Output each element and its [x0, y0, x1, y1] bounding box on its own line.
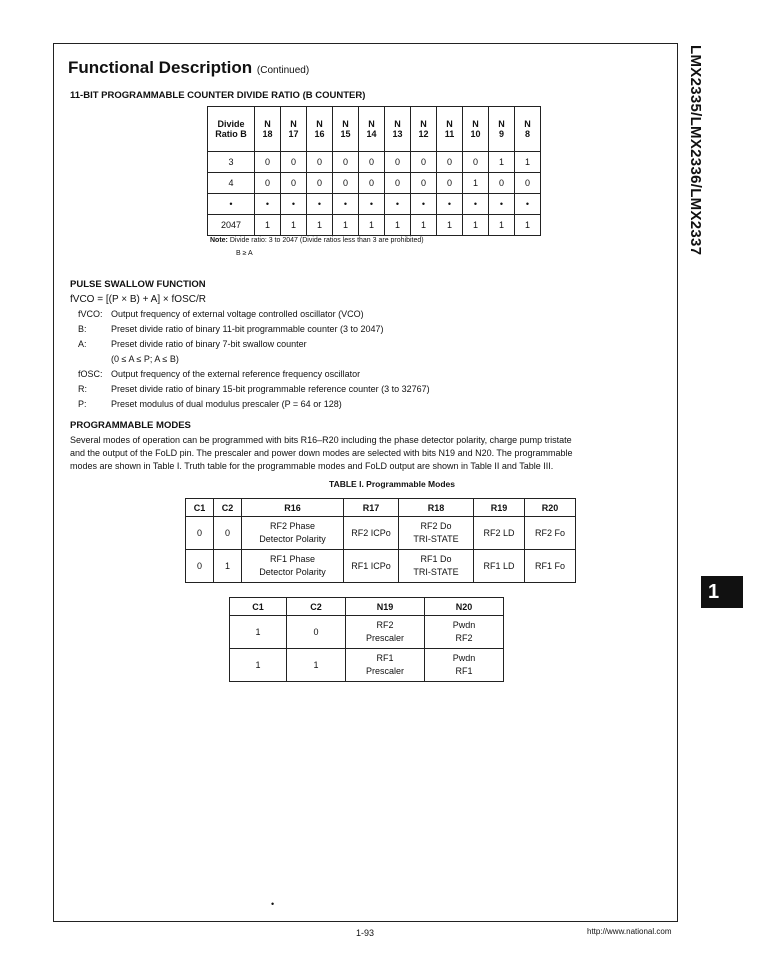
cell-line: RF1 ICPo: [351, 560, 391, 571]
table-cell: 1: [333, 215, 359, 236]
table-cell: •: [385, 194, 411, 215]
table-cell: •: [281, 194, 307, 215]
table-cell: •: [411, 194, 437, 215]
header-bit: 16: [314, 129, 325, 139]
definition-key: R:: [78, 384, 87, 394]
definition-value: Preset modulus of dual modulus prescaler (P = 64 or 128): [111, 399, 342, 409]
header-prefix: N: [368, 119, 375, 129]
table-cell: [344, 550, 399, 583]
table-cell: •: [463, 194, 489, 215]
table-cell: 0: [437, 173, 463, 194]
table-cell: 2047: [208, 215, 255, 236]
header-bit: 17: [288, 129, 299, 139]
header-prefix: N: [316, 119, 323, 129]
table-cell: •: [255, 194, 281, 215]
cell-line: RF2 LD: [483, 527, 515, 538]
cell-line: Pwdn: [452, 653, 476, 663]
table-cell: 0: [411, 173, 437, 194]
definition-key: P:: [78, 399, 87, 409]
table-cell: •: [489, 194, 515, 215]
table-cell: 1: [463, 173, 489, 194]
table-cell: [230, 649, 287, 682]
table-header-cell: R19: [474, 499, 525, 517]
table-cell: 1: [489, 215, 515, 236]
table-header-cell: Divide Ratio B: [208, 107, 255, 152]
table-header-cell: C2: [287, 598, 346, 616]
table-cell: [242, 517, 344, 550]
table-cell: 0: [463, 152, 489, 173]
cell-line: RF2 Fo: [534, 527, 565, 538]
table-row: [208, 194, 541, 215]
table-cell: [399, 550, 474, 583]
cell-line: Detector Polarity: [259, 567, 326, 577]
table-cell: •: [333, 194, 359, 215]
header-prefix: N: [290, 119, 297, 129]
table-cell: [525, 517, 576, 550]
cell-line: RF1: [376, 653, 394, 663]
table-header-cell: R18: [399, 499, 474, 517]
table-cell: 0: [307, 173, 333, 194]
header-bit: 15: [340, 129, 351, 139]
table-cell: 0: [255, 173, 281, 194]
table-header-row: [230, 598, 504, 616]
footer-url: http://www.national.com: [587, 927, 672, 936]
cell-line: Detector Polarity: [259, 534, 326, 544]
table-cell: 1: [255, 215, 281, 236]
table-cell: [186, 550, 214, 583]
table1-caption: TABLE I. Programmable Modes: [329, 479, 455, 489]
header-bit: 8: [524, 129, 530, 139]
cell-line: 1: [255, 626, 261, 637]
table-cell: •: [307, 194, 333, 215]
cell-line: Prescaler: [365, 633, 404, 643]
table-header-cell: [333, 107, 359, 152]
header-bit: 14: [366, 129, 377, 139]
cell-line: RF1 Do: [420, 554, 452, 564]
table-cell: [525, 550, 576, 583]
table-cell: 0: [255, 152, 281, 173]
table-row: [186, 517, 576, 550]
table-row: [230, 616, 504, 649]
table-header-cell: N20: [425, 598, 504, 616]
table-cell: 0: [281, 152, 307, 173]
table-cell: [214, 550, 242, 583]
table-row: [208, 173, 541, 194]
section-tab: 1: [701, 576, 743, 608]
header-bit: 18: [262, 129, 273, 139]
table-header-cell: N19: [346, 598, 425, 616]
table-cell: [186, 517, 214, 550]
table-header-cell: [385, 107, 411, 152]
table-row: [208, 215, 541, 236]
side-title: LMX2335/LMX2336/LMX2337: [687, 45, 704, 256]
table-cell: [230, 616, 287, 649]
definition-key: A:: [78, 339, 87, 349]
table-cell: 0: [359, 152, 385, 173]
cell-line: 0: [196, 560, 202, 571]
table-cell: [344, 517, 399, 550]
cell-line: 0: [313, 626, 319, 637]
table-header-cell: [463, 107, 489, 152]
table-cell: 0: [307, 152, 333, 173]
table-cell: [346, 616, 425, 649]
cell-line: RF1 Phase: [269, 554, 316, 564]
definition-key: fVCO:: [78, 309, 103, 319]
cell-line: RF2 Do: [420, 521, 452, 531]
definition-value: Preset divide ratio of binary 7-bit swallow counter: [111, 339, 307, 349]
table-header-cell: [411, 107, 437, 152]
table-cell: 1: [307, 215, 333, 236]
table-cell: 1: [437, 215, 463, 236]
table-cell: 0: [333, 173, 359, 194]
definition-key: B:: [78, 324, 87, 334]
table-cell: 0: [281, 173, 307, 194]
cell-line: 0: [224, 527, 230, 538]
table-header-cell: R20: [525, 499, 576, 517]
cell-line: 1: [313, 659, 319, 670]
table-cell: [425, 649, 504, 682]
bcounter-table: [207, 106, 541, 236]
header-prefix: N: [264, 119, 271, 129]
definition-value: Preset divide ratio of binary 11-bit programmable counter (3 to 2047): [111, 324, 384, 334]
cell-line: RF1 LD: [483, 560, 515, 571]
table-header-cell: R17: [344, 499, 399, 517]
definition-value: Output frequency of external voltage controlled oscillator (VCO): [111, 309, 364, 319]
header-prefix: N: [472, 119, 479, 129]
page-heading: Functional Description (Continued): [68, 58, 310, 77]
definition-value: (0 ≤ A ≤ P; A ≤ B): [111, 354, 179, 364]
table-cell: 0: [359, 173, 385, 194]
table-cell: 0: [411, 152, 437, 173]
paragraph-line: modes are shown in Table I. Truth table for the programmable modes and FoLD output are shown in Table II and Table III.: [70, 461, 554, 471]
table-cell: •: [208, 194, 255, 215]
paragraph-line: and the output of the FoLD pin. The prescaler and power down modes are selected with bits N19 and N20. The programmable: [70, 448, 573, 458]
table-cell: 3: [208, 152, 255, 173]
definition-key: fOSC:: [78, 369, 103, 379]
definition-value: Output frequency of the external reference frequency oscillator: [111, 369, 361, 379]
modes-table: [185, 498, 576, 583]
table-cell: 1: [515, 215, 541, 236]
table-cell: 0: [515, 173, 541, 194]
cell-line: RF2: [376, 620, 394, 630]
table-header-cell: [489, 107, 515, 152]
table-cell: 1: [281, 215, 307, 236]
cell-line: 0: [196, 527, 202, 538]
prescaler-table: [229, 597, 504, 682]
table-row: [186, 550, 576, 583]
table-header-cell: [359, 107, 385, 152]
table-cell: 1: [489, 152, 515, 173]
cell-line: TRI-STATE: [413, 567, 459, 577]
page-number: 1-93: [356, 928, 375, 938]
table-cell: [214, 517, 242, 550]
table-header-cell: R16: [242, 499, 344, 517]
table-cell: [242, 550, 344, 583]
table-header-cell: C1: [230, 598, 287, 616]
table-cell: [399, 517, 474, 550]
header-prefix: N: [498, 119, 505, 129]
pulse-formula: fVCO = [(P × B) + A] × fOSC/R: [70, 294, 206, 305]
paragraph-line: Several modes of operation can be programmed with bits R16–R20 including the phase detector polarity, charge pump tristate: [70, 435, 572, 445]
header-prefix: N: [394, 119, 401, 129]
cell-line: RF1: [455, 666, 473, 676]
header-prefix: N: [446, 119, 453, 129]
footer-mark: •: [271, 899, 275, 909]
cell-line: 1: [224, 560, 230, 571]
table-cell: 1: [359, 215, 385, 236]
header-prefix: N: [524, 119, 531, 129]
table-header-cell: [515, 107, 541, 152]
cell-line: RF2 ICPo: [351, 527, 391, 538]
table-cell: [474, 517, 525, 550]
header-prefix: N: [342, 119, 349, 129]
cell-line: RF1 Fo: [534, 560, 565, 571]
table-cell: [287, 616, 346, 649]
table-cell: 4: [208, 173, 255, 194]
table-cell: 0: [437, 152, 463, 173]
table-cell: 0: [385, 173, 411, 194]
table-header-row: [186, 499, 576, 517]
header-bit: 9: [498, 129, 504, 139]
table-cell: [474, 550, 525, 583]
bcounter-title: 11-BIT PROGRAMMABLE COUNTER DIVIDE RATIO (B COUNTER): [70, 90, 366, 101]
table-cell: 1: [515, 152, 541, 173]
table-header-cell: [255, 107, 281, 152]
header-bit: 12: [418, 129, 429, 139]
pulse-title: PULSE SWALLOW FUNCTION: [70, 279, 206, 290]
header-bit: 13: [392, 129, 403, 139]
table-header-cell: [307, 107, 333, 152]
table-cell: [346, 649, 425, 682]
table-cell: 1: [411, 215, 437, 236]
modes-paragraph: [70, 434, 572, 473]
cell-line: RF2: [455, 633, 473, 643]
definition-value: Preset divide ratio of binary 15-bit programmable reference counter (3 to 32767): [111, 384, 430, 394]
table-header-cell: C1: [186, 499, 214, 517]
table-cell: 0: [385, 152, 411, 173]
table-cell: [425, 616, 504, 649]
cell-line: TRI-STATE: [413, 534, 459, 544]
table-row: [208, 152, 541, 173]
table-header-cell: C2: [214, 499, 242, 517]
cell-line: RF2 Phase: [269, 521, 316, 531]
table-cell: 0: [489, 173, 515, 194]
cell-line: Prescaler: [365, 666, 404, 676]
table-row: [230, 649, 504, 682]
table-header-cell: [281, 107, 307, 152]
modes-title: PROGRAMMABLE MODES: [70, 420, 191, 431]
table-header-cell: [437, 107, 463, 152]
cell-line: Pwdn: [452, 620, 476, 630]
header-prefix: N: [420, 119, 427, 129]
table-cell: [287, 649, 346, 682]
header-bit: 10: [470, 129, 481, 139]
cell-line: 1: [255, 659, 261, 670]
table-cell: •: [359, 194, 385, 215]
table-cell: 0: [333, 152, 359, 173]
table-cell: 1: [463, 215, 489, 236]
header-bit: 11: [444, 129, 455, 139]
table-cell: •: [437, 194, 463, 215]
table-cell: •: [515, 194, 541, 215]
bcounter-note: Note: Divide ratio: 3 to 2047 (Divide ratios less than 3 are prohibited) B ≥ A: [210, 237, 424, 257]
table-header-row: [208, 107, 541, 152]
table-cell: 1: [385, 215, 411, 236]
